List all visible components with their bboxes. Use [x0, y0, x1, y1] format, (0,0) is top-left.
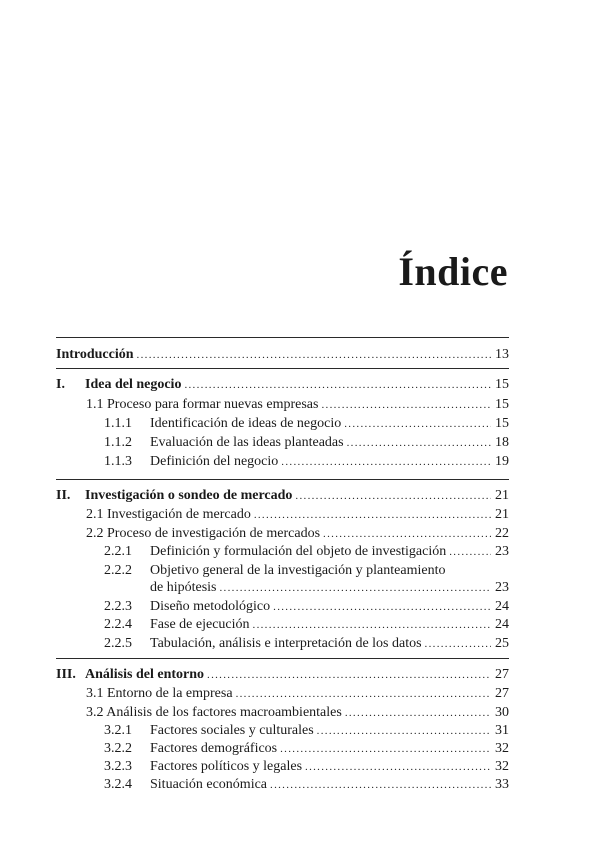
toc-subsection-2-2-5[interactable]: [0, 634, 509, 653]
toc-subsection-3-2-1[interactable]: [0, 721, 509, 740]
toc-chapter-3[interactable]: [0, 665, 509, 684]
toc-entry-label: Análisis del entorno: [85, 667, 205, 682]
subsection-number: 2.2.5: [104, 636, 132, 651]
toc-entry-label-continued: de hipótesis: [150, 580, 217, 595]
toc-page-number: 25: [495, 636, 509, 651]
section-divider: [56, 337, 509, 338]
toc-subsection-3-2-4[interactable]: [0, 775, 509, 794]
dot-leader: [137, 346, 491, 365]
toc-page-number: 24: [495, 599, 509, 614]
toc-section-2-2[interactable]: [0, 524, 509, 543]
toc-page-number: 23: [495, 544, 509, 559]
dot-leader: [254, 506, 491, 525]
toc-section-3-2[interactable]: [0, 703, 509, 722]
dot-leader: [184, 376, 491, 395]
toc-subsection-2-2-4[interactable]: [0, 615, 509, 634]
toc-entry-label: Fase de ejecución: [150, 617, 250, 632]
toc-entry-label: 3.1 Entorno de la empresa: [86, 686, 233, 701]
toc-entry-label: 2.1 Investigación de mercado: [86, 507, 251, 522]
toc-subsection-2-2-2-continued[interactable]: [0, 578, 509, 597]
toc-page-number: 27: [495, 667, 509, 682]
toc-entry-label: Factores sociales y culturales: [150, 723, 314, 738]
toc-entry-label: Situación económica: [150, 777, 268, 792]
toc-entry-label: Factores políticos y legales: [150, 759, 303, 774]
toc-page-number: 33: [495, 777, 509, 792]
toc-subsection-1-1-2[interactable]: [0, 433, 509, 452]
toc-entry-label: 3.2 Análisis de los factores macroambientales: [86, 705, 342, 720]
section-divider: [56, 368, 509, 369]
toc-page-number: 15: [495, 377, 509, 392]
toc-section-1-1[interactable]: [0, 395, 509, 414]
toc-page-number: 30: [495, 705, 509, 720]
dot-leader: [270, 776, 491, 795]
subsection-number: 3.2.4: [104, 777, 132, 792]
dot-leader: [236, 685, 491, 704]
toc-entry-label: Objetivo general de la investigación y planteamiento: [150, 563, 446, 578]
toc-entry-label: Identificación de ideas de negocio: [150, 416, 342, 431]
toc-subsection-1-1-1[interactable]: [0, 414, 509, 433]
toc-page-number: 15: [495, 397, 509, 412]
toc-subsection-1-1-3[interactable]: [0, 452, 509, 471]
toc-section-3-1[interactable]: [0, 684, 509, 703]
subsection-number: 2.2.2: [104, 563, 132, 578]
dot-leader: [253, 616, 491, 635]
toc-page-number: 13: [495, 347, 509, 362]
dot-leader: [425, 635, 491, 654]
toc-entry-label: Factores demográficos: [150, 741, 278, 756]
toc-page-number: 32: [495, 741, 509, 756]
toc-page-number: 23: [495, 580, 509, 595]
section-divider: [56, 479, 509, 480]
subsection-number: 1.1.1: [104, 416, 132, 431]
toc-entry-label: Idea del negocio: [85, 377, 182, 392]
toc-entry-label: 1.1 Proceso para formar nuevas empresas: [86, 397, 319, 412]
chapter-number: II.: [56, 488, 71, 503]
subsection-number: 1.1.3: [104, 454, 132, 469]
toc-entry-label: Definición y formulación del objeto de investigación: [150, 544, 447, 559]
toc-entry-label: Introducción: [56, 347, 134, 362]
toc-subsection-3-2-3[interactable]: [0, 757, 509, 776]
toc-subsection-3-2-2[interactable]: [0, 739, 509, 758]
toc-entry-label: 2.2 Proceso de investigación de mercados: [86, 526, 321, 541]
subsection-number: 1.1.2: [104, 435, 132, 450]
dot-leader: [295, 487, 491, 506]
toc-page-number: 24: [495, 617, 509, 632]
toc-subsection-2-2-1[interactable]: [0, 542, 509, 561]
toc-entry-label: Tabulación, análisis e interpretación de los datos: [150, 636, 422, 651]
toc-subsection-2-2-3[interactable]: [0, 597, 509, 616]
dot-leader: [344, 415, 491, 434]
chapter-number: III.: [56, 667, 76, 682]
toc-entry-label: Diseño metodológico: [150, 599, 271, 614]
toc-page-number: 27: [495, 686, 509, 701]
toc-entry-introduccion[interactable]: [0, 345, 509, 364]
toc-entry-label: Definición del negocio: [150, 454, 279, 469]
toc-chapter-1[interactable]: [0, 375, 509, 394]
toc-page-number: 15: [495, 416, 509, 431]
dot-leader: [281, 453, 491, 472]
toc-page-number: 22: [495, 526, 509, 541]
subsection-number: 3.2.1: [104, 723, 132, 738]
subsection-number: 2.2.1: [104, 544, 132, 559]
toc-page-number: 21: [495, 507, 509, 522]
section-divider: [56, 658, 509, 659]
subsection-number: 2.2.3: [104, 599, 132, 614]
toc-page-number: 32: [495, 759, 509, 774]
toc-chapter-2[interactable]: [0, 486, 509, 505]
toc-section-2-1[interactable]: [0, 505, 509, 524]
dot-leader: [347, 434, 491, 453]
dot-leader: [321, 396, 491, 415]
toc-page-number: 31: [495, 723, 509, 738]
subsection-number: 3.2.2: [104, 741, 132, 756]
toc-page-number: 19: [495, 454, 509, 469]
toc-page-number: 18: [495, 435, 509, 450]
toc-page-number: 21: [495, 488, 509, 503]
toc-entry-label: Investigación o sondeo de mercado: [85, 488, 293, 503]
dot-leader: [449, 543, 491, 562]
subsection-number: 3.2.3: [104, 759, 132, 774]
page-title: Índice: [398, 249, 508, 294]
dot-leader: [207, 666, 491, 685]
dot-leader: [220, 579, 492, 598]
toc-entry-label: Evaluación de las ideas planteadas: [150, 435, 344, 450]
subsection-number: 2.2.4: [104, 617, 132, 632]
chapter-number: I.: [56, 377, 65, 392]
